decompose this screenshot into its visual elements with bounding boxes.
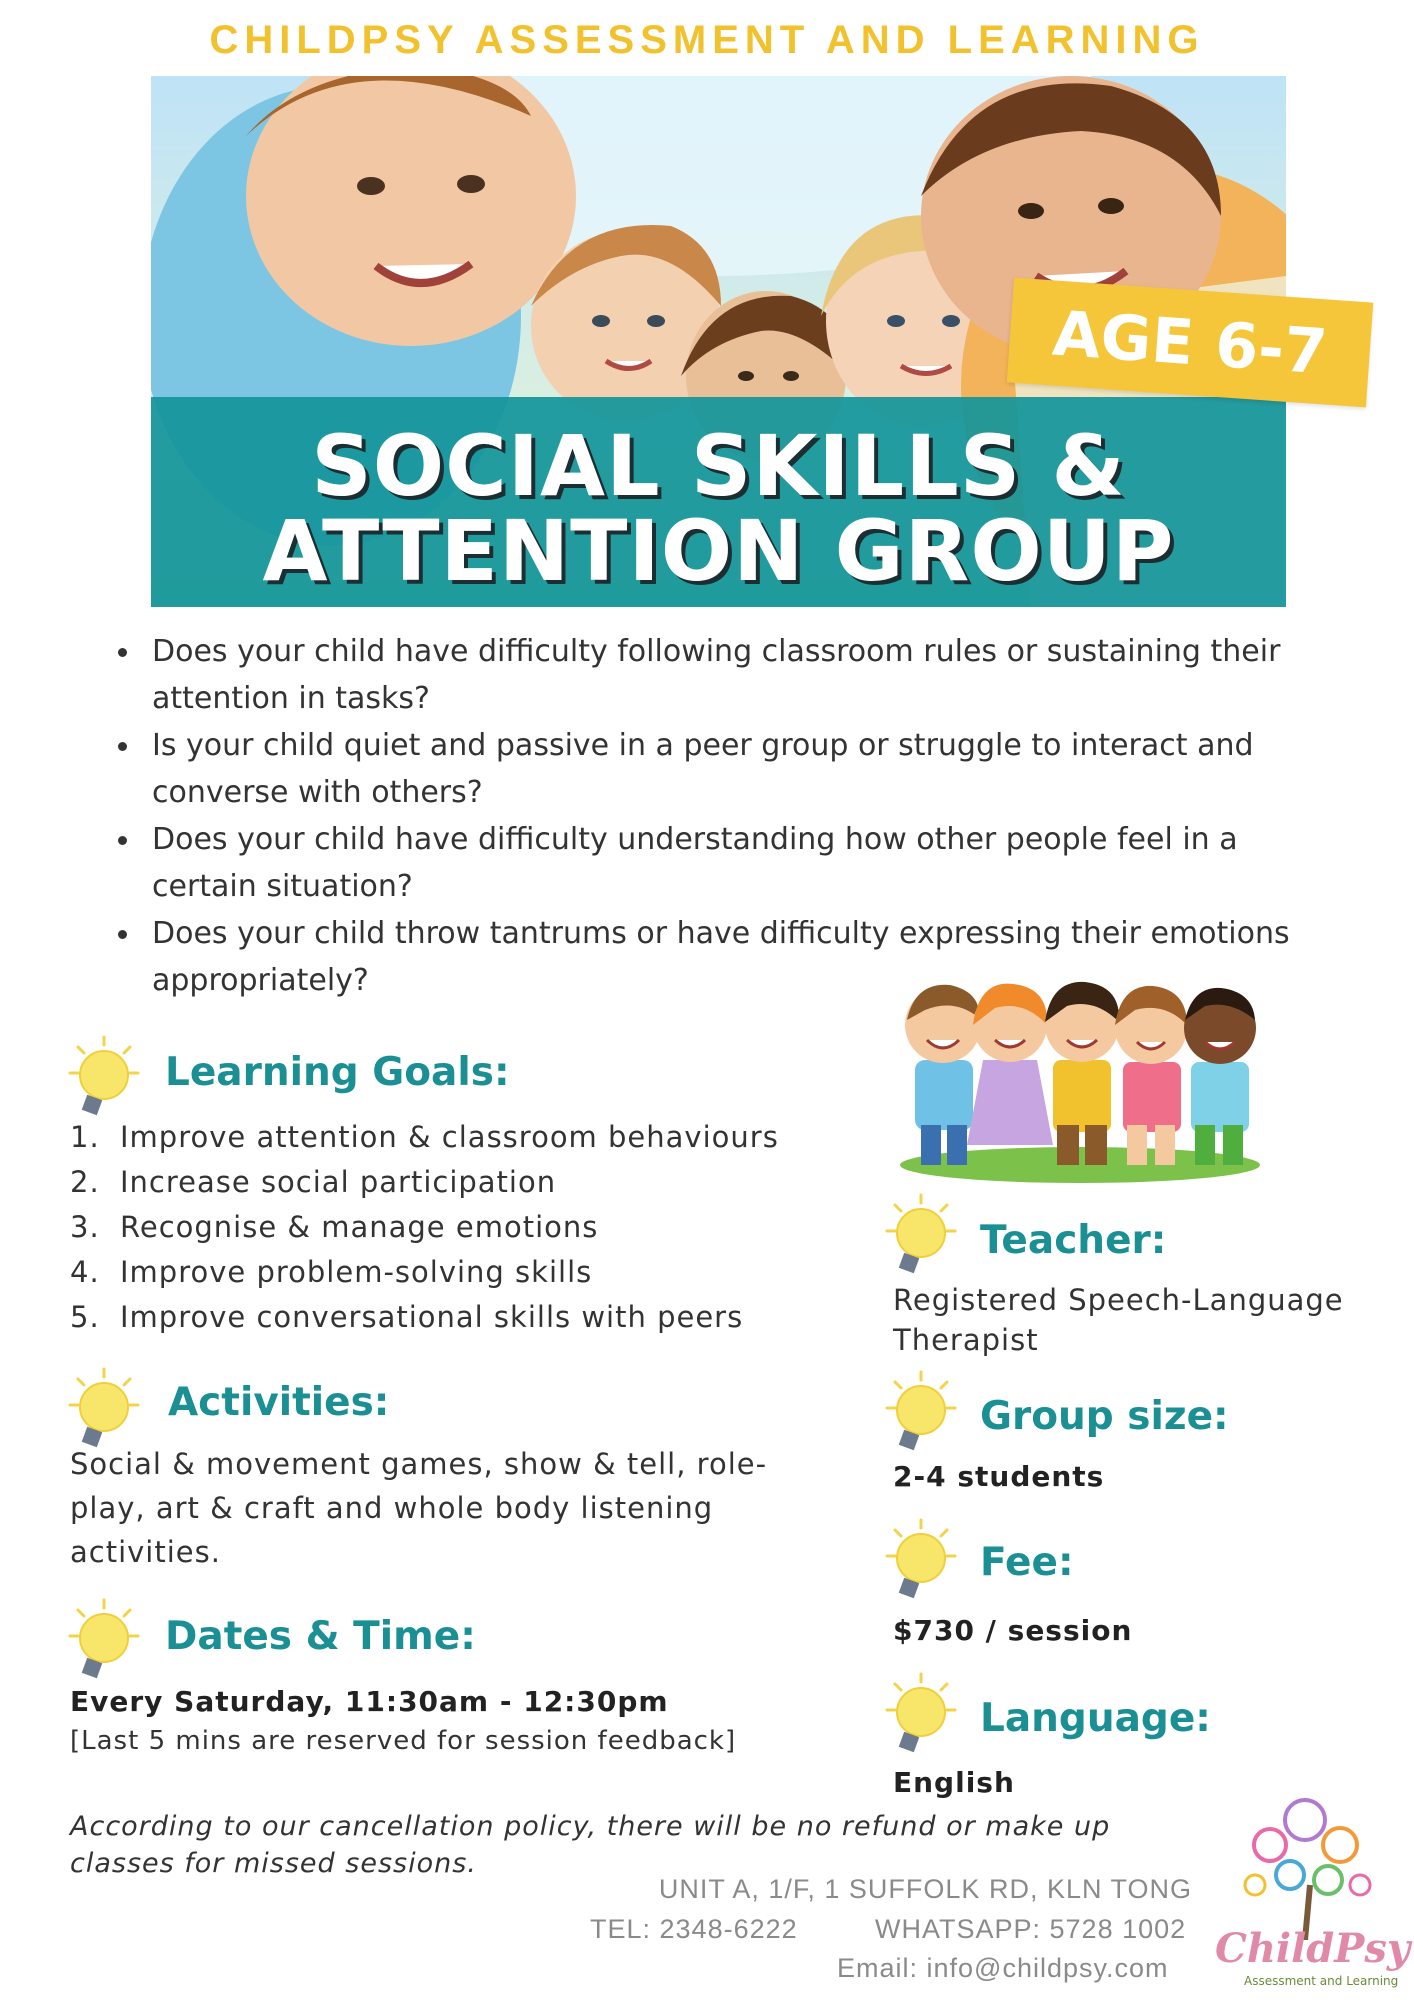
goal-item (70, 1250, 810, 1295)
teacher-text: Registered Speech-Language Therapist (893, 1283, 1344, 1357)
goal-number: 1. (70, 1120, 100, 1154)
lightbulb-icon (885, 1370, 957, 1460)
group-size-text: 2-4 students (893, 1460, 1105, 1493)
dates-note: [Last 5 mins are reserved for session feedback] (70, 1726, 737, 1756)
language-title: Language: (980, 1696, 1211, 1741)
question-text: Does your child have difficulty understanding how other people feel in a certain situation? (152, 822, 1238, 904)
bullet-icon (118, 836, 127, 845)
title-line-1: SOCIAL SKILLS & (311, 417, 1126, 515)
goal-text: Improve problem-solving skills (120, 1255, 593, 1289)
question-item (112, 722, 1292, 816)
activities-title: Activities: (168, 1380, 390, 1425)
lightbulb-icon (68, 1598, 140, 1688)
age-badge: AGE 6-7 (1007, 278, 1373, 408)
learning-goals-title: Learning Goals: (165, 1050, 510, 1095)
contact-tel[interactable]: TEL: 2348-6222 (590, 1914, 798, 1944)
bullet-icon (118, 930, 127, 939)
cancellation-policy: According to our cancellation policy, there will be no refund or make up classes for missed sessions. (70, 1811, 1111, 1879)
goal-number: 4. (70, 1255, 100, 1289)
question-text: Does your child throw tantrums or have difficulty expressing their emotions appropriately? (152, 916, 1290, 998)
question-text: Is your child quiet and passive in a peer group or struggle to interact and converse with others? (152, 728, 1254, 810)
question-item (112, 628, 1292, 722)
goal-text: Improve conversational skills with peers (120, 1300, 744, 1334)
goal-text: Recognise & manage emotions (120, 1210, 599, 1244)
childpsy-logo (1210, 1790, 1411, 1995)
language-text: English (893, 1766, 1015, 1799)
goal-item (70, 1115, 810, 1160)
teacher-title: Teacher: (980, 1218, 1167, 1263)
brand-header: CHILDPSY ASSESSMENT AND LEARNING (209, 18, 1205, 62)
title-band (151, 397, 1286, 607)
goal-item (70, 1160, 810, 1205)
dates-title: Dates & Time: (165, 1614, 476, 1659)
question-item (112, 816, 1292, 910)
bullet-icon (118, 648, 127, 657)
lightbulb-icon (885, 1518, 957, 1608)
question-text: Does your child have difficulty following classroom rules or sustaining their attention in tasks? (152, 634, 1281, 716)
goal-text: Increase social participation (120, 1165, 557, 1199)
goal-text: Improve attention & classroom behaviours (120, 1120, 779, 1154)
learning-goals-list (70, 1115, 810, 1340)
goal-item (70, 1205, 810, 1250)
group-size-title: Group size: (980, 1394, 1229, 1439)
goal-number: 2. (70, 1165, 100, 1199)
bullet-icon (118, 742, 127, 751)
lightbulb-icon (68, 1035, 140, 1125)
contact-email[interactable]: Email: info@childpsy.com (837, 1953, 1169, 1983)
logo-tagline: Assessment and Learning (1244, 1974, 1399, 1988)
lightbulb-icon (885, 1193, 957, 1283)
kids-illustration (895, 970, 1265, 1185)
lightbulb-icon (885, 1672, 957, 1762)
fee-text: $730 / session (893, 1614, 1133, 1647)
logo-name: ChildPsy (1215, 1925, 1411, 1972)
goal-item (70, 1295, 810, 1340)
activities-text: Social & movement games, show & tell, role-play, art & craft and whole body listening activities. (70, 1447, 768, 1569)
fee-title: Fee: (980, 1540, 1074, 1585)
logo-tree-icon (1210, 1790, 1405, 1940)
title-line-2: ATTENTION GROUP (262, 502, 1175, 600)
contact-whatsapp[interactable]: WHATSAPP: 5728 1002 (875, 1914, 1187, 1944)
contact-address: UNIT A, 1/F, 1 SUFFOLK RD, KLN TONG (658, 1874, 1192, 1904)
dates-schedule: Every Saturday, 11:30am - 12:30pm (70, 1685, 669, 1718)
goal-number: 3. (70, 1210, 100, 1244)
goal-number: 5. (70, 1300, 100, 1334)
question-list (112, 628, 1292, 1004)
